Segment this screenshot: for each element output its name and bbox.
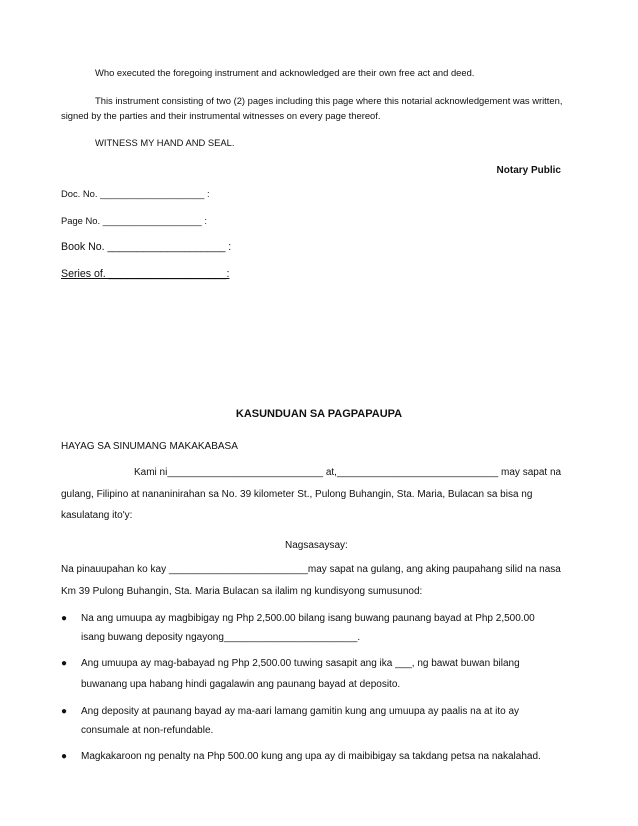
condition-1-line-2: isang buwang deposity ngayong________________________. [81,632,361,643]
condition-1-line-1: Na ang umuupa ay magbibigay ng Php 2,500.00 bilang isang buwang paunang bayad at Php 2,500.00 [81,613,535,624]
doc-no-field: Doc. No. ____________________ : [61,188,210,199]
bullet-icon: ● [61,658,68,669]
bullet-icon: ● [61,751,68,762]
condition-2-line-1: Ang umuupa ay mag-babayad ng Php 2,500.00 tuwing sasapit ang ika ___, ng bawat buwan bilang [81,658,520,669]
contract-title: KASUNDUAN SA PAGPAPAUPA [235,408,403,420]
condition-4-line-1: Magkakaroon ng penalty na Php 500.00 kung ang upa ay di maibibigay sa takdang petsa na nakalahad. [81,751,541,762]
lease-line-1: Na pinauupahan ko kay _________________________may sapat na gulang, ang aking paupahang silid na nasa [61,564,561,575]
bullet-icon: ● [61,706,68,717]
acknowledged-line: Who executed the foregoing instrument and acknowledged are their own free act and deed. [95,67,475,78]
condition-2-line-2: buwanang upa habang hindi gagalawin ang paunang bayad at deposito. [81,679,401,690]
intro-heading: HAYAG SA SINUMANG MAKAKABASA [61,441,238,452]
lease-line-2: Km 39 Pulong Buhangin, Sta. Maria Bulacan sa ilalim ng kundisyong sumusunod: [61,586,423,597]
condition-3-line-1: Ang deposity at paunang bayad ay ma-aari lamang gamitin kung ang umuupa ay paalis na at ito ay [81,706,520,717]
parties-line-1: Kami ni____________________________ at,_____________________________ may sapat na [134,467,562,478]
book-no-field: Book No. ____________________ : [61,241,232,253]
condition-3-line-2: consumale at non-refundable. [81,725,214,736]
series-of-field: Series of. ____________________: [61,268,230,280]
parties-line-3: kasulatang ito'y: [61,510,133,521]
witness-line: WITNESS MY HAND AND SEAL. [95,137,235,148]
instrument-line-2: signed by the parties and their instrumental witnesses on every page thereof. [61,110,381,121]
notary-public-label: Notary Public [496,165,561,176]
instrument-line-1: This instrument consisting of two (2) pages including this page where this notarial acknowledgement was written, [95,95,563,106]
bullet-icon: ● [61,613,68,624]
declares-heading: Nagsasaysay: [285,540,348,551]
parties-line-2: gulang, Filipino at nananinirahan sa No. 39 kilometer St., Pulong Buhangin, Sta. Maria, Bulacan sa bisa ng [61,489,533,500]
page-no-field: Page No. ___________________ : [61,215,207,226]
